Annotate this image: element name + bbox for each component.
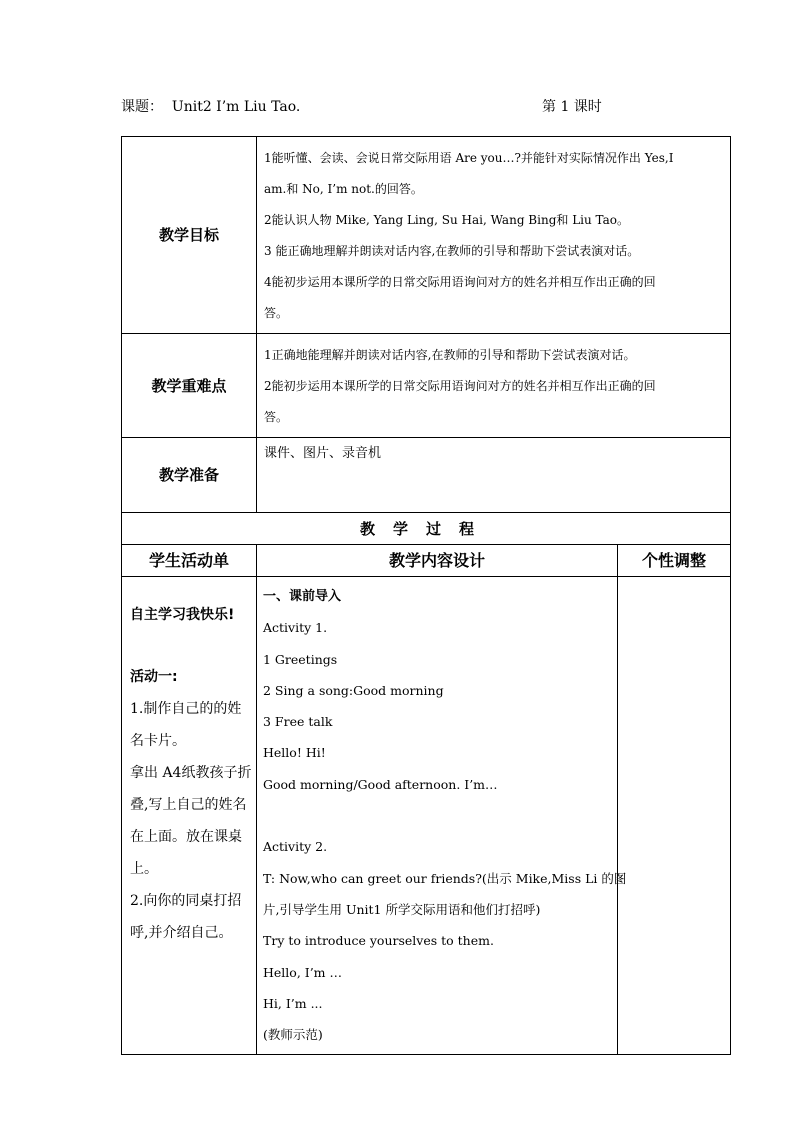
student-item-line: 2.向你的同桌打招 (130, 893, 242, 909)
design-line: 2 Sing a song:Good morning (263, 682, 444, 698)
student-item-line: 拿出 A4纸教孩子折 (130, 765, 252, 781)
key-points-content (257, 334, 731, 438)
objectives-row (122, 137, 731, 334)
objectives-label: 教学目标 (122, 137, 257, 334)
process-heading-row (122, 513, 731, 545)
student-item-line: 叠,写上自己的姓名 (130, 797, 247, 813)
design-line: T: Now,who can greet our friends?(出示 Mike,Miss Li 的图 (263, 870, 627, 886)
student-activity-cell (122, 577, 257, 1055)
design-line: 3 Free talk (263, 714, 333, 730)
student-item-line: 1.制作自己的的姓 (130, 701, 242, 717)
student-item-line: 名卡片。 (130, 733, 186, 749)
objective-line: 1能听懂、会读、会说日常交际用语 Are you…?并能针对实际情况作出 Yes,I (264, 151, 674, 165)
objective-line: 2能认识人物 Mike, Yang Ling, Su Hai, Wang Bing和 Liu Tao。 (264, 213, 629, 227)
design-line: Hello, I’m … (263, 964, 343, 980)
student-item-line: 呼,并介绍自己。 (130, 925, 233, 941)
column-header-design: 教学内容设计 (257, 545, 618, 577)
process-heading: 教学过程 (122, 513, 731, 545)
design-line: 片,引导学生用 Unit1 所学交际用语和他们打招呼) (263, 901, 541, 917)
design-line: Activity 2. (263, 839, 328, 855)
design-line: Hello! Hi! (263, 745, 326, 761)
key-points-label: 教学重难点 (122, 334, 257, 438)
column-header-adjust: 个性调整 (618, 545, 731, 577)
preparation-row (122, 438, 731, 513)
design-section-title: 一、课前导入 (263, 589, 342, 604)
student-item-line: 在上面。放在课桌上。 (130, 829, 242, 877)
key-point-line: 答。 (264, 410, 289, 424)
preparation-content (257, 438, 731, 513)
column-header-student: 学生活动单 (122, 545, 257, 577)
key-points-row (122, 334, 731, 438)
lesson-period: 第 1 课时 (542, 99, 602, 115)
preparation-text: 课件、图片、录音机 (264, 446, 382, 461)
lesson-title: 课题： Unit2 I’m Liu Tao. (121, 99, 301, 115)
objectives-content (257, 137, 731, 334)
design-line: Activity 1. (263, 620, 328, 636)
lesson-plan-table (121, 136, 731, 1055)
process-content-row (122, 577, 731, 1055)
design-line: 1 Greetings (263, 651, 338, 667)
design-line: Try to introduce yourselves to them. (263, 933, 494, 949)
column-header-row (122, 545, 731, 577)
objective-line: 答。 (264, 306, 289, 320)
objective-line: am.和 No, I’m not.的回答。 (264, 182, 423, 196)
key-point-line: 2能初步运用本课所学的日常交际用语询问对方的姓名并相互作出正确的回 (264, 379, 656, 393)
design-blank-line (263, 800, 611, 831)
preparation-label: 教学准备 (122, 438, 257, 513)
design-line: (教师示范) (263, 1027, 323, 1043)
adjustment-cell (618, 577, 731, 1055)
page-header (121, 96, 729, 118)
student-activity-label: 活动一: (130, 669, 178, 685)
objective-line: 4能初步运用本课所学的日常交际用语询问对方的姓名并相互作出正确的回 (264, 275, 656, 289)
design-content-cell (257, 577, 627, 1055)
design-line: Hi, I’m ... (263, 995, 323, 1011)
student-title: 自主学习我快乐! (130, 607, 235, 623)
design-line: Good morning/Good afternoon. I’m… (263, 776, 498, 792)
key-point-line: 1正确地能理解并朗读对话内容,在教师的引导和帮助下尝试表演对话。 (264, 348, 636, 362)
objective-line: 3 能正确地理解并朗读对话内容,在教师的引导和帮助下尝试表演对话。 (264, 244, 640, 258)
